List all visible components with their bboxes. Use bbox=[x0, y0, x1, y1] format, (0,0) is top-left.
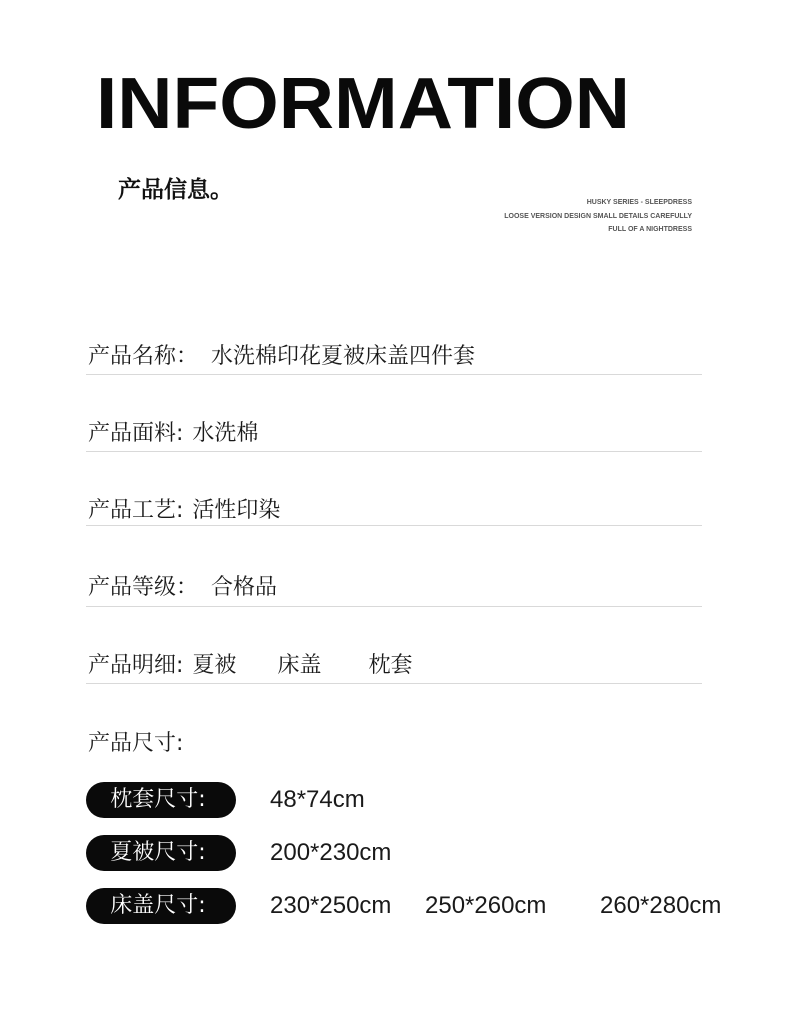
quilt-size-label: 夏被尺寸: bbox=[86, 835, 236, 871]
product-craft-row bbox=[88, 493, 280, 524]
product-name-row bbox=[88, 339, 475, 370]
product-name-label: 产品名称： bbox=[88, 344, 199, 369]
bedspread-size-value-1: 230*250cm bbox=[270, 892, 392, 919]
product-grade-row bbox=[88, 570, 277, 601]
product-fabric-value: 水洗棉 bbox=[192, 421, 259, 446]
tagline bbox=[440, 196, 692, 237]
product-details-label: 产品明细: bbox=[88, 653, 184, 678]
information-title bbox=[96, 50, 636, 138]
product-fabric-label: 产品面料: bbox=[88, 421, 184, 446]
product-craft-value: 活性印染 bbox=[192, 498, 281, 523]
information-logo bbox=[96, 50, 636, 138]
tagline-line-3: FULL OF A NIGHTDRESS bbox=[608, 226, 692, 233]
bedspread-size-value-3: 260*280cm bbox=[600, 892, 722, 919]
product-grade-value: 合格品 bbox=[211, 575, 278, 600]
divider bbox=[86, 525, 702, 526]
divider bbox=[86, 606, 702, 607]
product-size-title: 产品尺寸: bbox=[88, 731, 184, 756]
pillowcase-size-value: 48*74cm bbox=[270, 786, 365, 813]
tagline-line-1: HUSKY SERIES - SLEEPDRESS bbox=[586, 199, 692, 206]
pillowcase-size-label: 枕套尺寸: bbox=[86, 782, 236, 818]
information-title-text: INFORMATION bbox=[96, 64, 630, 138]
divider bbox=[86, 374, 702, 375]
bedspread-size-value-2: 250*260cm bbox=[425, 892, 547, 919]
divider bbox=[86, 683, 702, 684]
product-details-row bbox=[88, 648, 412, 679]
detail-item-quilt: 夏被 bbox=[192, 653, 237, 678]
quilt-size-value: 200*230cm bbox=[270, 839, 392, 866]
detail-item-bedspread: 床盖 bbox=[277, 653, 322, 678]
product-grade-label: 产品等级： bbox=[88, 575, 199, 600]
product-name-value: 水洗棉印花夏被床盖四件套 bbox=[211, 344, 476, 369]
product-fabric-row bbox=[88, 416, 258, 447]
product-craft-label: 产品工艺: bbox=[88, 498, 184, 523]
product-info-heading: 产品信息。 bbox=[118, 177, 233, 203]
detail-item-pillowcase: 枕套 bbox=[368, 653, 413, 678]
tagline-line-2: LOOSE VERSION DESIGN SMALL DETAILS CAREFULLY bbox=[504, 212, 692, 220]
divider bbox=[86, 451, 702, 452]
bedspread-size-label: 床盖尺寸: bbox=[86, 888, 236, 924]
